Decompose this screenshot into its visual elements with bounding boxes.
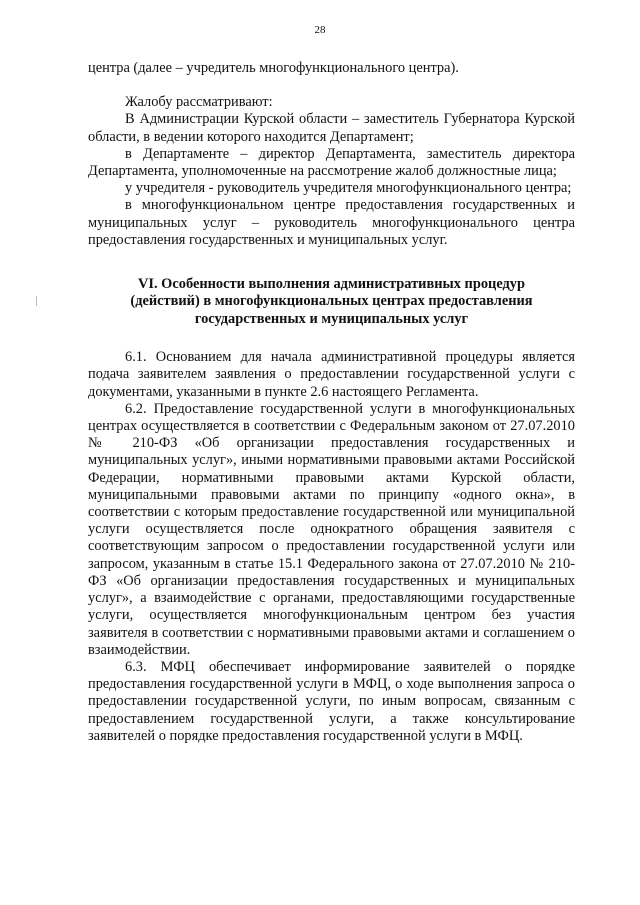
document-body xyxy=(88,60,575,745)
section-heading: VI. Особенности выполнения административных процедур (действий) в многофункциональных центрах предоставления государственных и муниципальных услуг xyxy=(130,276,533,327)
paragraph-continuation: центра (далее – учредитель многофункционального центра). xyxy=(88,60,459,76)
paragraph-administration: В Администрации Курской области – заместитель Губернатора Курской области, в ведении которого находится Департамент; xyxy=(88,111,575,145)
paragraph-founder: у учредителя - руководитель учредителя многофункционального центра; xyxy=(125,180,572,197)
paragraph-6-1: 6.1. Основанием для начала административной процедуры является подача заявителем заявления о предоставлении государственной услуги с документами, указанными в пункте 2.6 настоящего Регламента. xyxy=(88,349,575,400)
paragraph-complaint-intro: Жалобу рассматривают: xyxy=(125,94,273,111)
margin-mark xyxy=(36,296,37,306)
paragraph-6-2: 6.2. Предоставление государственной услуги в многофункциональных центрах осуществляется в соответствии с Федеральным законом от 27.07.2010 № 210-ФЗ «Об организации предоставления государственных и муниципальных услуг», иными нормативными правовыми актами Российской Федерации, нормативными правовыми актами Курской области, муниципальными правовыми актами по принципу «одного окна», в соответствии с которым предоставление государственной или муниципальной услуги осуществляется после однократного обращения заявителя с соответствующим запросом о предоставлении государственной услуги или запросом, указанным в статье 15.1 Федерального закона от 27.07.2010 № 210-ФЗ «Об организации предоставления государственных и муниципальных услуг», а взаимодействие с органами, предоставляющими государственные услуги, осуществляется многофункциональным центром без участия заявителя в соответствии с нормативными правовыми актами и соглашением о взаимодействии. xyxy=(88,400,575,658)
page-number: 28 xyxy=(314,24,326,36)
paragraph-department: в Департаменте – директор Департамента, заместитель директора Департамента, уполномоченные на рассмотрение жалоб должностные лица; xyxy=(88,145,575,180)
paragraph-6-3: 6.3. МФЦ обеспечивает информирование заявителей о порядке предоставления государственной услуги в МФЦ, о ходе выполнения запроса о предоставлении государственной услуги, по иным вопросам, связанным с предоставлением государственной услуги, а также консультирование заявителей о порядке предоставления государственной услуги в МФЦ. xyxy=(88,658,575,744)
paragraph-mfc: в многофункциональном центре предоставления государственных и муниципальных услуг – руководитель многофункционального центра предоставления государственных и муниципальных услуг. xyxy=(88,197,575,248)
